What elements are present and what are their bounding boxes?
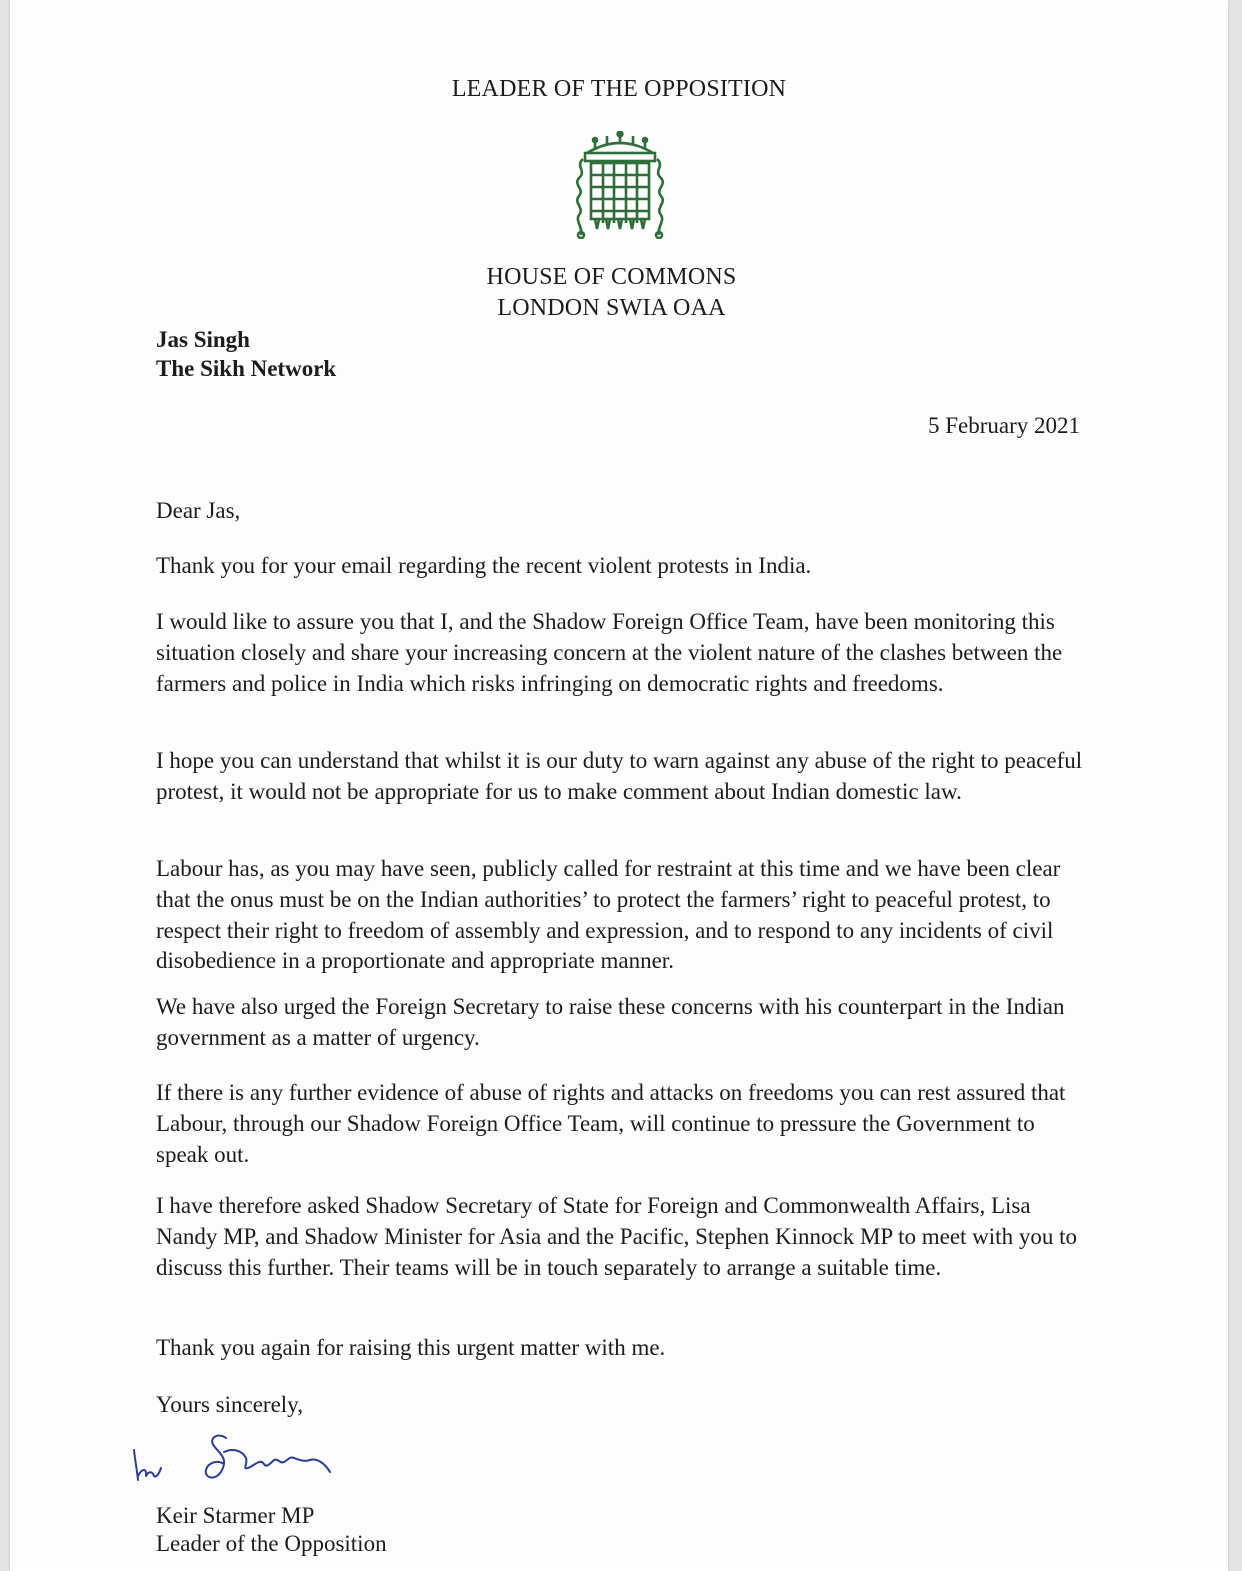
paragraph-7: I have therefore asked Shadow Secretary of State for Foreign and Commonwealth Affairs, Lisa Nandy MP, and Shadow Minister for Asia and the Pacific, Stephen Kinnock MP to meet with you to discuss this further. Their teams will be in touch separately to arrange a suitable time. <box>156 1193 1077 1280</box>
salutation: Dear Jas, <box>156 498 241 523</box>
closing: Yours sincerely, <box>156 1392 303 1417</box>
signature-image <box>128 1428 348 1492</box>
paragraph-2: I would like to assure you that I, and the Shadow Foreign Office Team, have been monitoring this situation closely and share your increasing concern at the violent nature of the clashes between the farmers and police in India which risks infringing on democratic rights and freedoms. <box>156 609 1063 696</box>
paragraph-3: I hope you can understand that whilst it is our duty to warn against any abuse of the right to peaceful protest, it would not be appropriate for us to make comment about Indian domestic law. <box>156 748 1083 804</box>
paragraph-6: If there is any further evidence of abuse of rights and attacks on freedoms you can rest assured that Labour, through our Shadow Foreign Office Team, will continue to pressure the Government to speak out. <box>156 1080 1066 1167</box>
portcullis-icon <box>573 131 667 239</box>
paragraph-4: Labour has, as you may have seen, publicly called for restraint at this time and we have been clear that the onus must be on the Indian authorities’ to protect the farmers’ right to peaceful protest, to respect their right to freedom of assembly and expression, and to respond to any incidents of civil disobedience in a proportionate and appropriate manner. <box>156 856 1061 974</box>
letter-date: 5 February 2021 <box>927 413 1080 438</box>
address-line-1: HOUSE OF COMMONS <box>486 264 737 290</box>
paragraph-1: Thank you for your email regarding the recent violent protests in India. <box>156 553 812 578</box>
address-line-2: LONDON SWIA OAA <box>497 295 726 321</box>
recipient-name: Jas Singh <box>156 327 250 352</box>
signatory-name: Keir Starmer MP <box>156 1503 315 1528</box>
paragraph-8: Thank you again for raising this urgent matter with me. <box>156 1335 666 1360</box>
letter-page <box>10 0 1228 1571</box>
paragraph-5: We have also urged the Foreign Secretary to raise these concerns with his counterpart in the Indian government as a matter of urgency. <box>156 994 1065 1050</box>
recipient-organisation: The Sikh Network <box>156 356 337 381</box>
office-title: LEADER OF THE OPPOSITION <box>451 76 787 102</box>
signatory-title: Leader of the Opposition <box>156 1531 387 1556</box>
